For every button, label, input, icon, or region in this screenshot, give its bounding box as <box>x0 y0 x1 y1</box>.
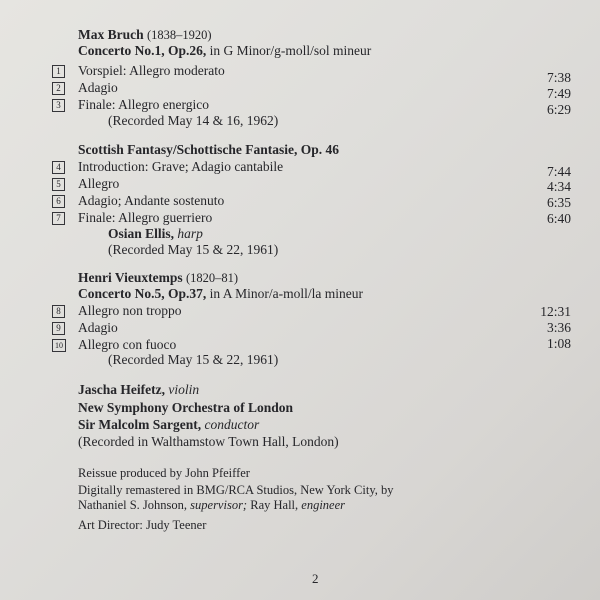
track-number-box: 7 <box>52 212 65 225</box>
track-title: Allegro <box>78 176 120 191</box>
violinist-role: violin <box>168 382 200 397</box>
track-title: Finale: Allegro guerriero <box>78 210 213 225</box>
track-duration: 6:35 <box>546 195 571 210</box>
violinist-credit <box>78 382 199 398</box>
composer-name: Max Bruch <box>78 27 144 42</box>
soloist-credit <box>108 226 203 242</box>
track-number-box: 2 <box>52 82 65 95</box>
track-number-box: 9 <box>52 322 65 335</box>
remaster-credit: Digitally remastered in BMG/RCA Studios, New York City, by <box>78 483 394 497</box>
soloist-name: Osian Ellis, <box>108 226 175 241</box>
page-number: 2 <box>312 571 319 586</box>
composer-name: Henri Vieuxtemps <box>78 270 183 285</box>
track-duration: 6:29 <box>546 102 571 117</box>
reissue-credit: Reissue produced by John Pfeiffer <box>78 466 250 480</box>
recording-date: (Recorded May 15 & 22, 1961) <box>108 352 279 367</box>
recording-venue: (Recorded in Walthamstow Town Hall, London) <box>78 434 339 449</box>
work-title-scottish-fantasy: Scottish Fantasy/Schottische Fantasie, Op. 46 <box>78 142 340 157</box>
track-title: Finale: Allegro energico <box>78 97 209 112</box>
track-number-box: 6 <box>52 195 65 208</box>
track-title: Introduction: Grave; Adagio cantabile <box>78 159 284 174</box>
engineer-role: engineer <box>301 498 346 512</box>
track-number-box: 3 <box>52 99 65 112</box>
supervisor-role: supervisor; <box>190 498 248 512</box>
composer-dates: (1820–81) <box>186 271 239 285</box>
track-duration: 6:40 <box>546 211 571 226</box>
conductor-name: Sir Malcolm Sargent, <box>78 417 202 432</box>
recording-date: (Recorded May 14 & 16, 1962) <box>108 113 279 128</box>
composer-heading-bruch <box>78 27 212 43</box>
supervisor-name: Nathaniel S. Johnson, <box>78 498 188 512</box>
track-duration: 7:49 <box>546 86 571 101</box>
work-title-bold: Concerto No.5, Op.37, <box>78 286 207 301</box>
track-duration: 7:38 <box>546 70 571 85</box>
art-director-credit: Art Director: Judy Teener <box>78 518 207 532</box>
track-number-box: 8 <box>52 305 65 318</box>
work-title-bruch-concerto <box>78 43 371 59</box>
track-duration: 4:34 <box>546 179 571 194</box>
engineer-name: Ray Hall, <box>250 498 299 512</box>
work-key: in G Minor/g-moll/sol mineur <box>206 43 372 58</box>
track-number-box: 5 <box>52 178 65 191</box>
track-duration: 7:44 <box>546 164 571 179</box>
track-title: Adagio; Andante sostenuto <box>78 193 225 208</box>
work-title-vieuxtemps-concerto <box>78 286 363 302</box>
violinist-name: Jascha Heifetz, <box>78 382 165 397</box>
track-title: Vorspiel: Allegro moderato <box>78 63 225 78</box>
track-duration: 12:31 <box>540 304 571 319</box>
composer-dates: (1838–1920) <box>147 28 212 42</box>
track-number-box: 1 <box>52 65 65 78</box>
conductor-role: conductor <box>204 417 260 432</box>
recording-date: (Recorded May 15 & 22, 1961) <box>108 242 279 257</box>
engineering-credit <box>78 497 345 513</box>
track-duration: 1:08 <box>546 336 571 351</box>
track-title: Allegro con fuoco <box>78 337 177 352</box>
track-title: Adagio <box>78 80 118 95</box>
orchestra-name: New Symphony Orchestra of London <box>78 400 294 415</box>
track-title: Allegro non troppo <box>78 303 182 318</box>
track-duration: 3:36 <box>546 320 571 335</box>
composer-heading-vieuxtemps <box>78 270 238 286</box>
soloist-role: harp <box>177 226 203 241</box>
conductor-credit <box>78 417 259 433</box>
track-number-box: 10 <box>52 339 66 352</box>
track-number-box: 4 <box>52 161 65 174</box>
track-title: Adagio <box>78 320 118 335</box>
work-title-bold: Concerto No.1, Op.26, <box>78 43 207 58</box>
work-key: in A Minor/a-moll/la mineur <box>206 286 363 301</box>
